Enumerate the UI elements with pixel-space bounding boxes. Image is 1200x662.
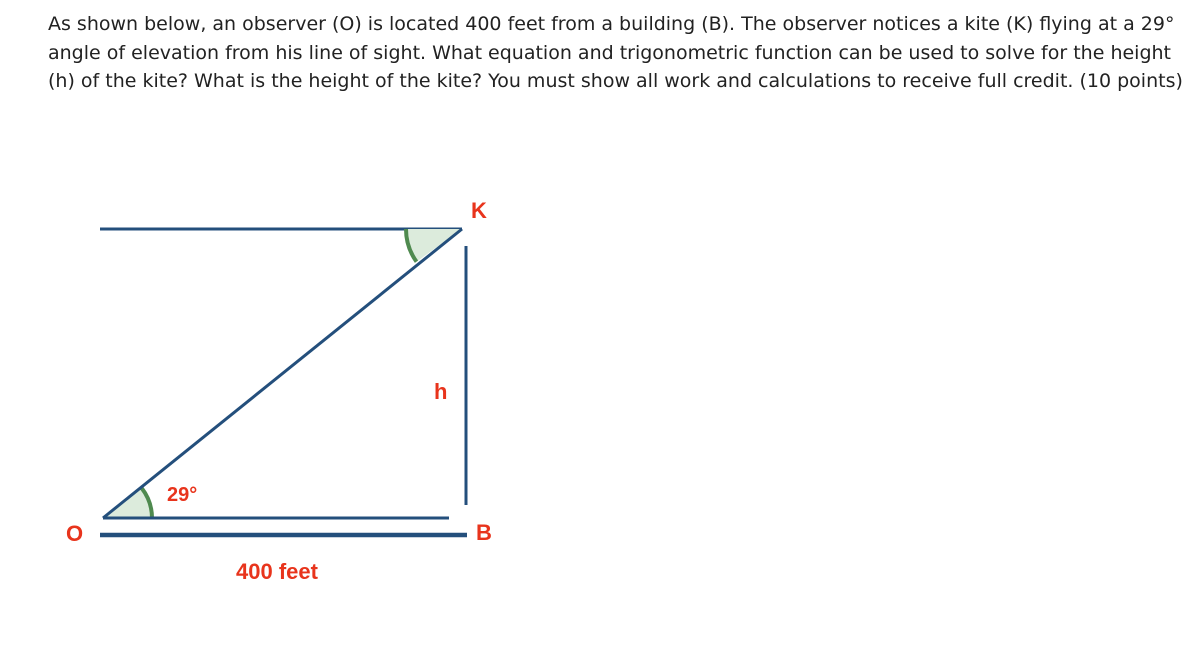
height-label: h xyxy=(434,379,448,404)
kite-label: K xyxy=(471,198,487,223)
angle-label: 29° xyxy=(167,484,198,506)
line-of-sight xyxy=(103,229,462,518)
observer-label: O xyxy=(66,521,84,546)
building-label: B xyxy=(476,520,492,545)
distance-label: 400 feet xyxy=(236,559,318,584)
question-text: As shown below, an observer (O) is located 400 feet from a building (B). The observer notices a kite (K) flying at a 29° angle of elevation from his line of sight. What equation and trigonometric function can be used to solve for the height (h) of the kite? What is the height of the kite? You must show all work and calculations to receive full credit. (10 points) xyxy=(48,13,1183,92)
